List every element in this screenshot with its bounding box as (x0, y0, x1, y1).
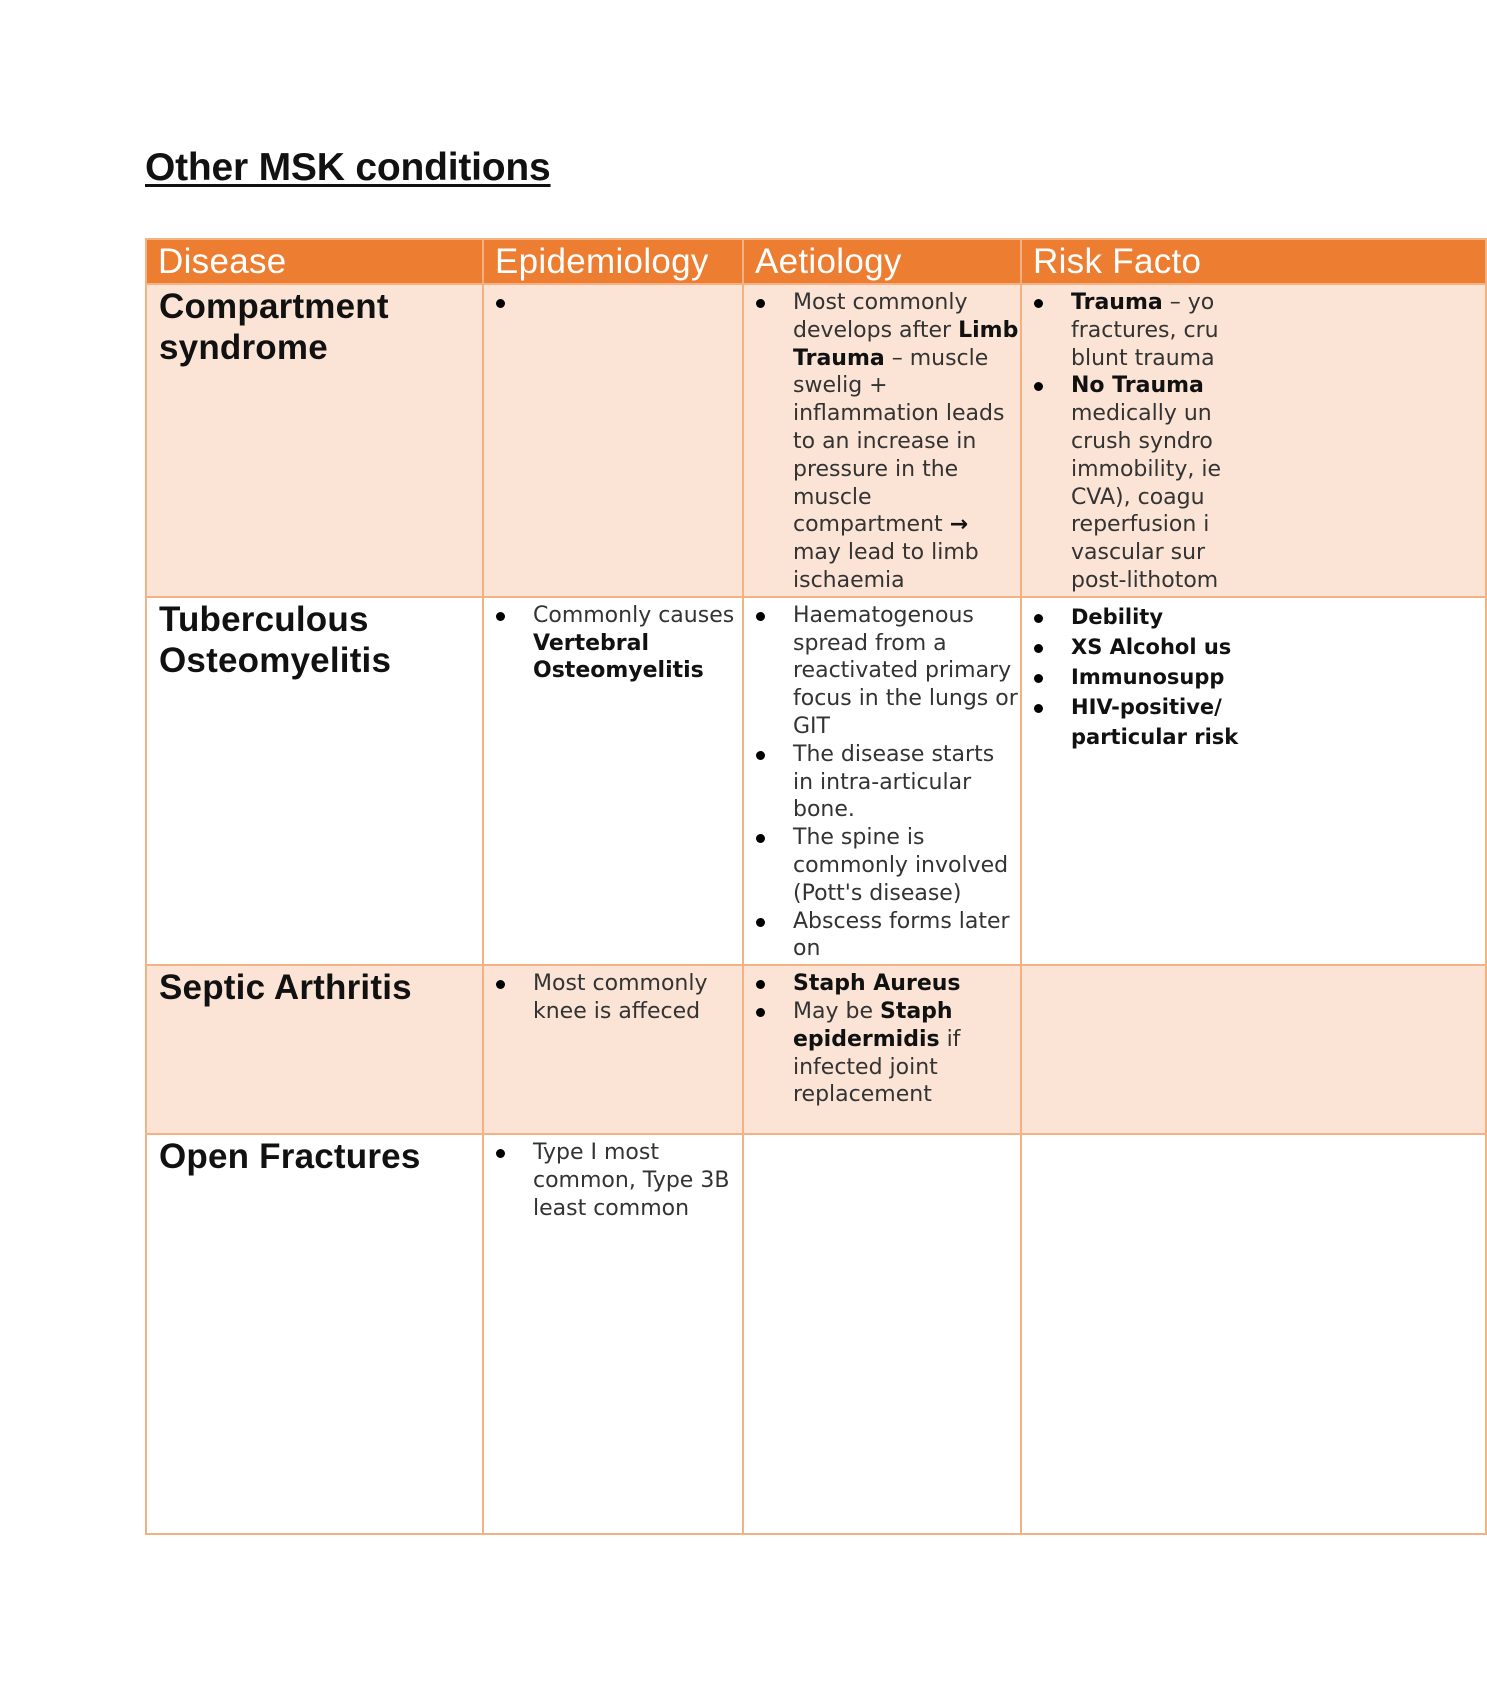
list-item: No Trauma (1023, 372, 1484, 400)
aetiology-cell (743, 284, 1021, 597)
disease-cell (146, 284, 483, 597)
list-item: Most commonly develops after Limb Trauma – muscle swelig + inflammation leads to an increase in pressure in the muscle compartment → may lead to limb ischaemia (745, 289, 1019, 595)
header-disease: Disease (146, 239, 483, 284)
epidemiology-cell (483, 597, 743, 965)
header-aetiology: Aetiology (743, 239, 1021, 284)
list-item: The spine is commonly involved (Pott's disease) (745, 824, 1019, 907)
epidemiology-cell (483, 965, 743, 1134)
list-item: Commonly causes Vertebral Osteomyelitis (485, 602, 741, 685)
disease-cell (146, 965, 483, 1134)
list-item: Immunosupp (1023, 662, 1484, 692)
risk-factors-cell: Trauma – yo fractures, cru blunt trauma No Trauma medically un crush syndro immobility, ie CVA), coagu reperfusion i vascular sur post-lithotom (1021, 284, 1486, 597)
list-item: Debility (1023, 602, 1484, 632)
risk-factors-cell (1021, 1134, 1486, 1534)
conditions-table (145, 238, 1487, 1535)
table-row (146, 1134, 1486, 1534)
epidemiology-cell (483, 284, 743, 597)
header-risk-factors: Risk Facto (1021, 239, 1486, 284)
disease-name: Septic Arthritis (159, 968, 412, 1008)
list-item: Abscess forms later on (745, 908, 1019, 964)
list-item: Most commonly knee is affeced (485, 970, 741, 1026)
list-item: Haematogenous spread from a reactivated primary focus in the lungs or GIT (745, 602, 1019, 741)
list-item: Staph Aureus (745, 970, 1019, 998)
table-row (146, 597, 1486, 965)
header-row (146, 239, 1486, 284)
epidemiology-cell (483, 1134, 743, 1534)
aetiology-cell (743, 1134, 1021, 1534)
list-item: The disease starts in intra-articular bone. (745, 741, 1019, 824)
disease-name: Open Fractures (159, 1137, 421, 1177)
risk-factors-cell (1021, 965, 1486, 1134)
table-row (146, 284, 1486, 597)
disease-name: Compartment syndrome (159, 287, 389, 367)
list-item: Type I most common, Type 3B least common (485, 1139, 741, 1222)
risk-factors-cell: Debility XS Alcohol us Immunosupp HIV-positive/ particular risk (1021, 597, 1486, 965)
disease-cell (146, 597, 483, 965)
list-item: Trauma – yo (1023, 289, 1484, 317)
list-item: HIV-positive/ (1023, 692, 1484, 722)
aetiology-cell (743, 597, 1021, 965)
disease-name: Tuberculous Osteomyelitis (159, 599, 392, 680)
page-title: Other MSK conditions (145, 146, 551, 189)
list-item: XS Alcohol us (1023, 632, 1484, 662)
table-row (146, 965, 1486, 1134)
arrow-right-icon: → (949, 512, 969, 538)
list-item: May be Staph epidermidis if infected joint replacement (745, 998, 1019, 1109)
header-epidemiology: Epidemiology (483, 239, 743, 284)
aetiology-cell (743, 965, 1021, 1134)
disease-cell (146, 1134, 483, 1534)
